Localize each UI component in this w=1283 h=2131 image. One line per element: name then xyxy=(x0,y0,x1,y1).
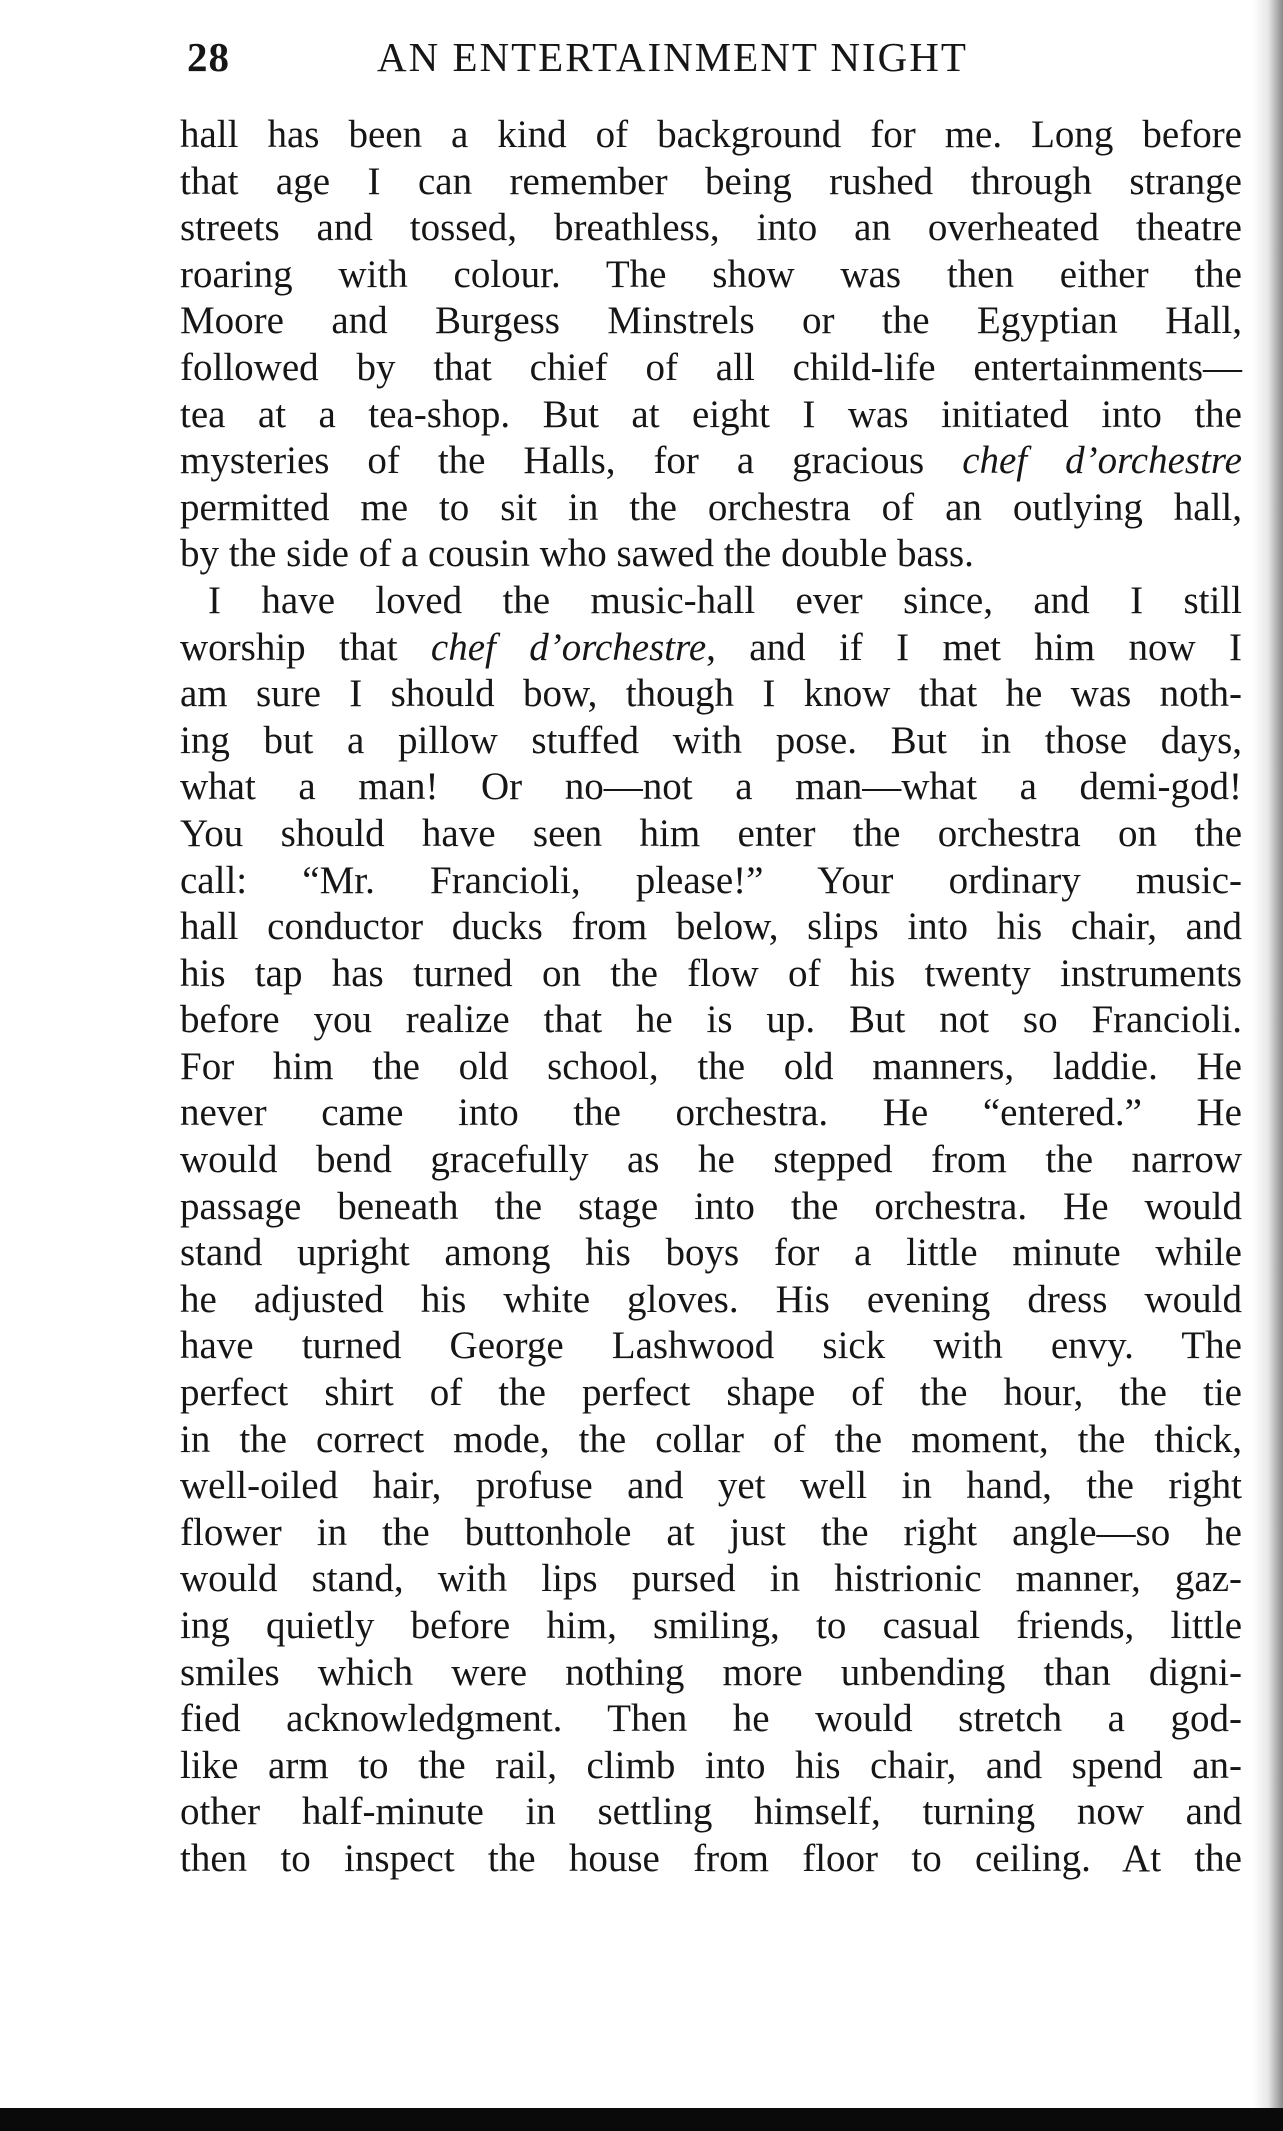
italic-phrase: chef d’orchestre xyxy=(430,625,707,669)
text-line: For him the old school, the old manners, laddie. He xyxy=(180,1044,1242,1088)
text-line: streets and tossed, breathless, into an overheated theatre xyxy=(180,206,1242,250)
text-line: flower in the buttonhole at just the right angle—so he xyxy=(180,1510,1242,1554)
text-line: never came into the orchestra. He “entered.” He xyxy=(180,1091,1242,1135)
text-line: hall has been a kind of background for me. Long before xyxy=(180,113,1242,156)
text-line: his tap has turned on the flow of his twenty instruments xyxy=(180,951,1242,995)
text-line: like arm to the rail, climb into his chair, and spend an- xyxy=(180,1743,1242,1787)
body-text xyxy=(180,112,1242,1883)
text-line: roaring with colour. The show was then either the xyxy=(180,252,1242,296)
text-line: other half-minute in settling himself, turning now and xyxy=(180,1790,1242,1834)
text-line: I have loved the music-hall ever since, and I still xyxy=(208,578,1242,622)
running-title: AN ENTERTAINMENT NIGHT xyxy=(377,34,968,80)
text-line: permitted me to sit in the orchestra of an outlying hall, xyxy=(180,485,1242,529)
text-line: passage beneath the stage into the orchestra. He would xyxy=(180,1184,1242,1228)
text-line: ing quietly before him, smiling, to casual friends, little xyxy=(180,1604,1242,1647)
text-line: then to inspect the house from floor to ceiling. At the xyxy=(180,1836,1242,1880)
text-line: Moore and Burgess Minstrels or the Egyptian Hall, xyxy=(180,299,1242,343)
text-line: fied acknowledgment. Then he would stretch a god- xyxy=(180,1697,1242,1741)
scan-bottom-border xyxy=(0,2108,1283,2131)
text-line: that age I can remember being rushed through strange xyxy=(180,159,1242,203)
text-line: by the side of a cousin who sawed the double bass. xyxy=(180,532,974,576)
text-line: call: “Mr. Francioli, please!” Your ordinary music- xyxy=(180,858,1242,902)
text-line: ing but a pillow stuffed with pose. But in those days, xyxy=(180,718,1242,762)
text-line: You should have seen him enter the orchestra on the xyxy=(180,811,1242,855)
page-edge-shadow xyxy=(1253,0,1283,2108)
text-line: smiles which were nothing more unbending than digni- xyxy=(180,1650,1242,1694)
running-head xyxy=(187,32,1244,82)
text-line: well-oiled hair, profuse and yet well in hand, the right xyxy=(180,1464,1242,1508)
text-line: would stand, with lips pursed in histrionic manner, gaz- xyxy=(180,1557,1242,1601)
page-number: 28 xyxy=(187,34,230,80)
text-line: what a man! Or no—not a man—what a demi-god! xyxy=(180,765,1242,809)
text-line: would bend gracefully as he stepped from the narrow xyxy=(180,1138,1242,1182)
text-line: worship that chef d’orchestre, and if I met him now I xyxy=(180,625,1242,669)
text-line: mysteries of the Halls, for a gracious chef d’orchestre xyxy=(180,439,1242,483)
text-line: before you realize that he is up. But not so Francioli. xyxy=(180,998,1242,1042)
text-line: am sure I should bow, though I know that he was noth- xyxy=(180,672,1242,716)
text-line: hall conductor ducks from below, slips into his chair, and xyxy=(180,905,1242,949)
text-line: have turned George Lashwood sick with envy. The xyxy=(180,1324,1242,1368)
text-line: he adjusted his white gloves. His evening dress would xyxy=(180,1277,1242,1321)
text-line: stand upright among his boys for a little minute while xyxy=(180,1231,1242,1275)
text-line: tea at a tea-shop. But at eight I was initiated into the xyxy=(180,392,1242,436)
text-line: followed by that chief of all child-life entertainments— xyxy=(180,345,1242,389)
text-line: perfect shirt of the perfect shape of the hour, the tie xyxy=(180,1371,1242,1415)
text-line: in the correct mode, the collar of the moment, the thick, xyxy=(180,1417,1242,1461)
italic-phrase: chef d’orchestre xyxy=(962,439,1242,483)
